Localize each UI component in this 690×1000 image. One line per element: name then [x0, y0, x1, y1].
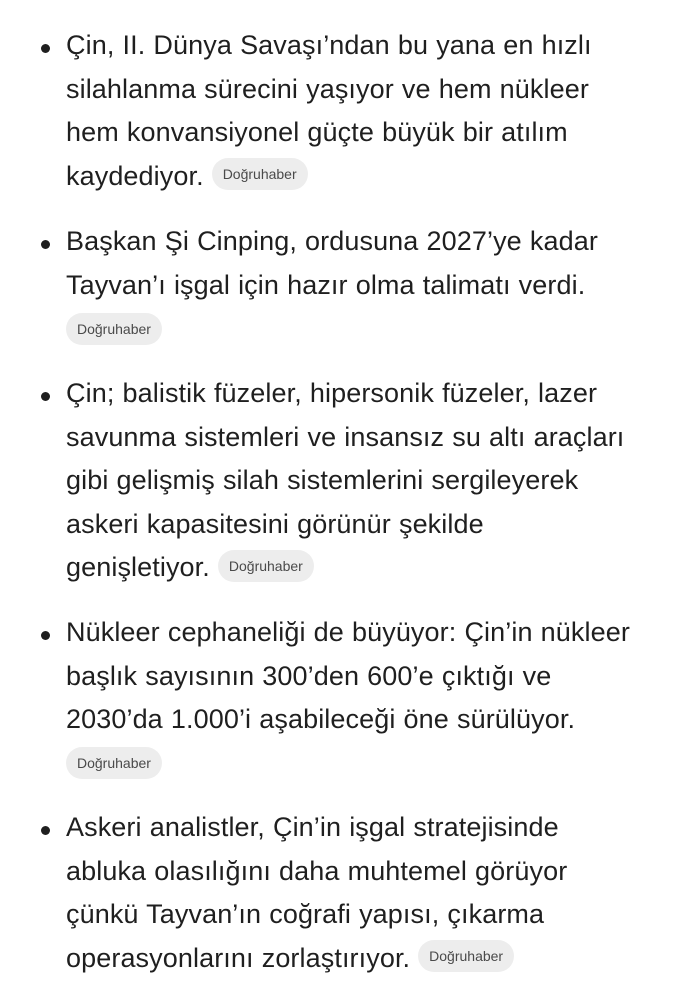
text-line: hem konvansiyonel güçte büyük bir atılım: [66, 117, 568, 147]
source-chip[interactable]: Doğruhaber: [218, 550, 314, 582]
bullet-text: [66, 372, 666, 590]
text-line: Askeri analistler, Çin’in işgal stratejisinde: [66, 812, 559, 842]
bullet-dot-icon: [41, 44, 50, 53]
bullet-text: [66, 24, 666, 198]
bullet-text: [66, 220, 666, 307]
text-line: başlık sayısının 300’den 600’e çıktığı ve: [66, 660, 552, 691]
bullet-text: [66, 611, 666, 742]
text-line: Tayvan’ı işgal için hazır olma talimatı verdi.: [66, 269, 586, 300]
bullet-dot-icon: [41, 631, 50, 640]
text-line: gibi gelişmiş silah sistemlerini sergileyerek: [66, 465, 579, 495]
text-line: silahlanma sürecini yaşıyor ve hem nükleer: [66, 73, 589, 104]
source-chip[interactable]: Doğruhaber: [418, 940, 514, 972]
text-line: savunma sistemleri ve insansız su altı araçları: [66, 421, 625, 452]
bullet-dot-icon: [41, 826, 50, 835]
text-line: Çin; balistik füzeler, hipersonik füzeler, lazer: [66, 378, 598, 408]
source-chip[interactable]: Doğruhaber: [66, 747, 162, 779]
text-line: 2030’da 1.000’i aşabileceği öne sürülüyor.: [66, 704, 576, 734]
text-line: askeri kapasitesini görünür şekilde: [66, 508, 484, 539]
text-line: genişletiyor.: [66, 552, 210, 582]
bullet-dot-icon: [41, 240, 50, 249]
bullet-text: [66, 806, 666, 980]
text-line: çünkü Tayvan’ın coğrafi yapısı, çıkarma: [66, 899, 545, 929]
source-chip[interactable]: Doğruhaber: [212, 158, 308, 190]
text-line: kaydediyor.: [66, 160, 204, 191]
text-line: operasyonlarını zorlaştırıyor.: [66, 942, 411, 973]
text-line: Başkan Şi Cinping, ordusuna 2027’ye kadar: [66, 226, 598, 256]
text-line: Nükleer cephaneliği de büyüyor: Çin’in nükleer: [66, 617, 630, 647]
bullet-dot-icon: [41, 392, 50, 401]
text-line: Çin, II. Dünya Savaşı’ndan bu yana en hızlı: [66, 30, 592, 60]
source-chip[interactable]: Doğruhaber: [66, 313, 162, 345]
text-line: abluka olasılığını daha muhtemel görüyor: [66, 855, 568, 886]
